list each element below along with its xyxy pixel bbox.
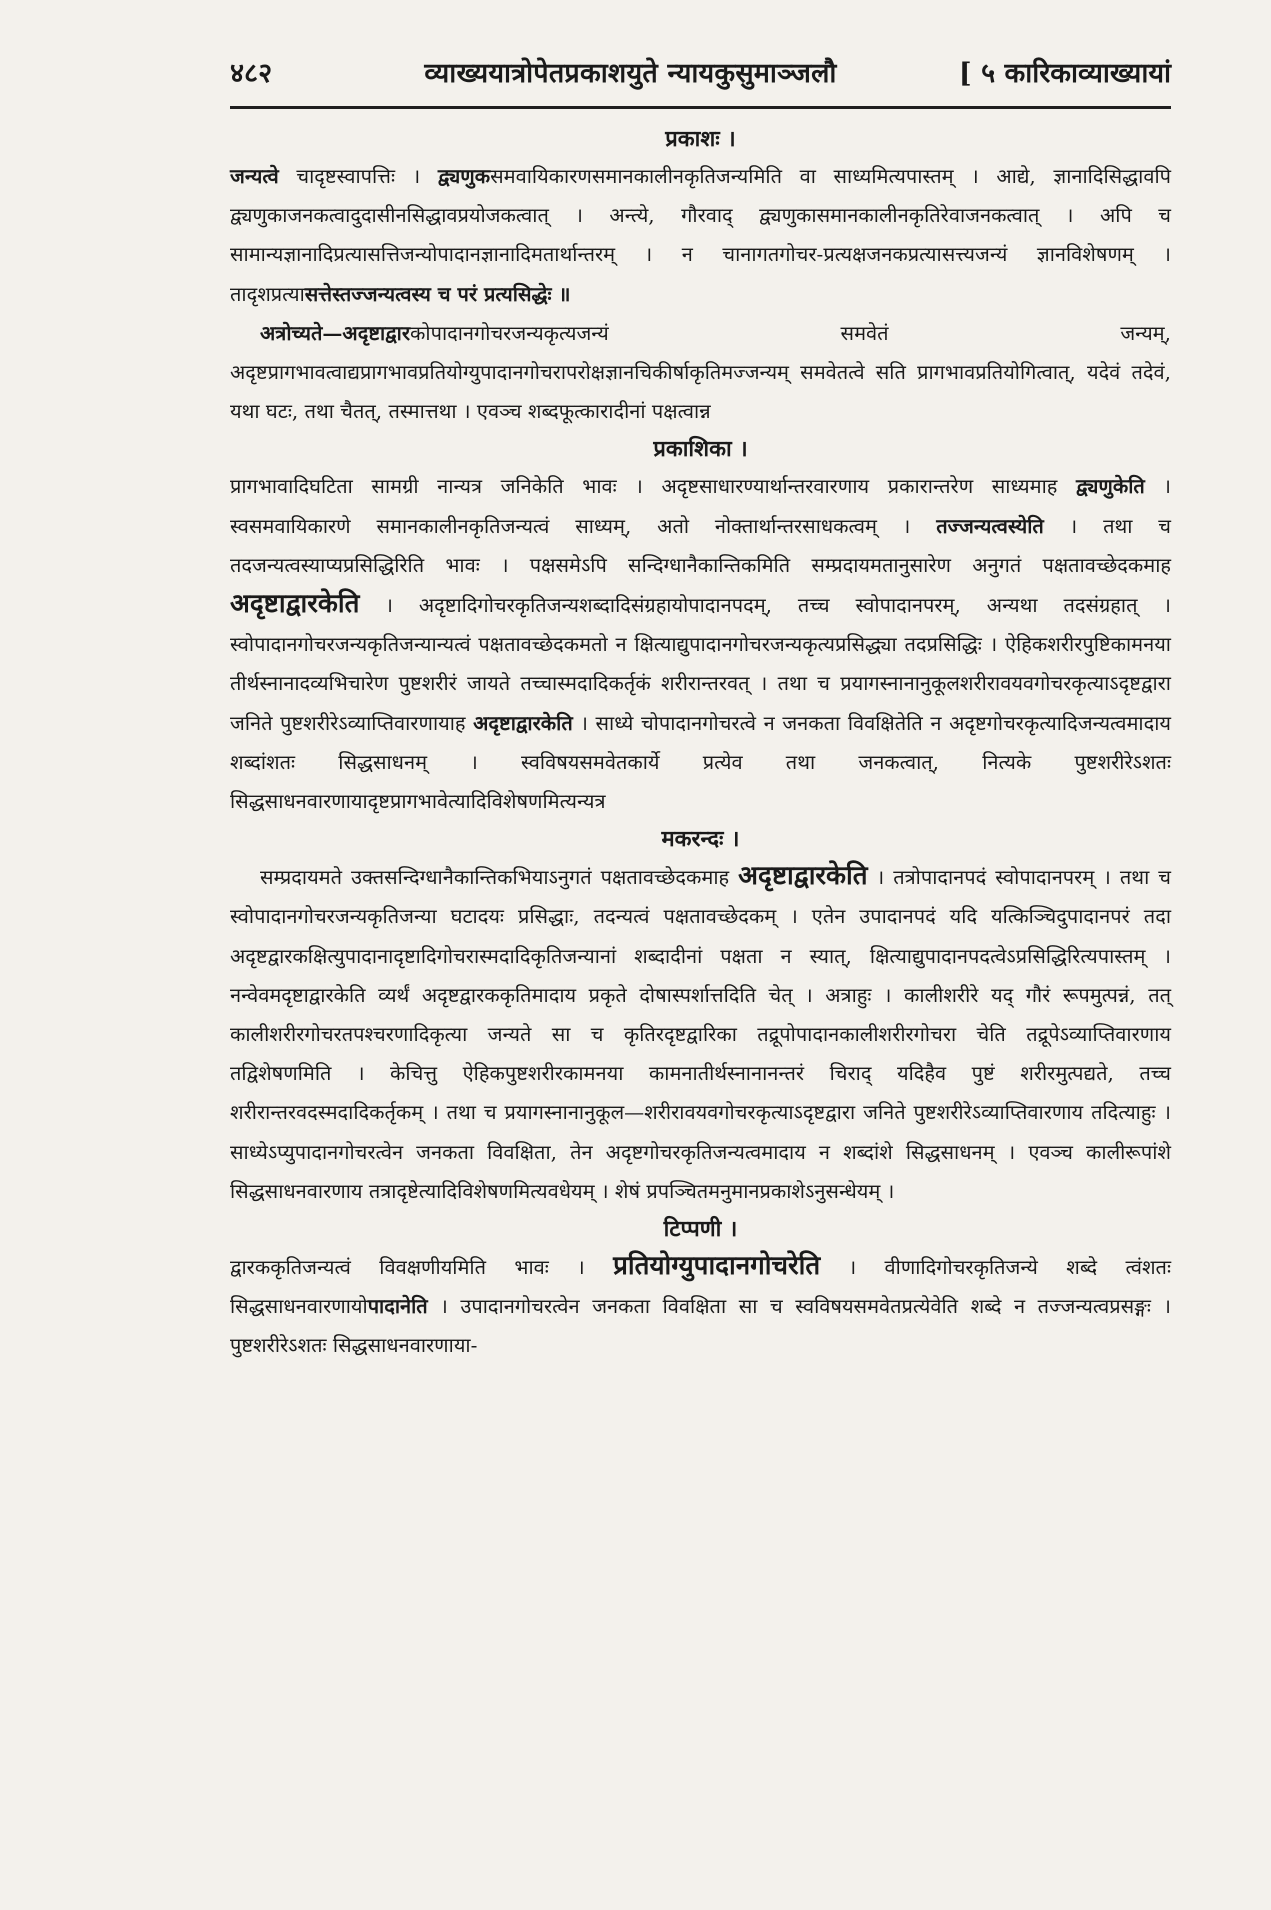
header-rule xyxy=(230,106,1171,109)
prakasha-paragraph-1 xyxy=(230,157,1171,314)
makaranda-paragraph xyxy=(230,857,1171,1211)
prakasha-p1-bold2: सत्तेस्तज्जन्यत्वस्य च परं प्रत्यसिद्धेः ॥ xyxy=(304,281,571,306)
prakashika-text-3: । तथा च तदजन्यत्वस्याप्यप्रसिद्धिरिति भावः । पक्षसमेऽपि सन्दिग्धानैकान्तिकमिति सम्प्रदायमतानुसारेण अनुगतं पक्षतावच्छेदकमाह xyxy=(230,513,1171,577)
prakasha-p1-bold1: द्व्यणुक xyxy=(437,164,491,188)
tippani-paragraph xyxy=(230,1247,1171,1366)
prakashika-text-2: । स्वसमवायिकारणे समानकालीनकृतिजन्यत्वं साध्यम्, अतो नोक्तार्थान्तरसाधकत्वम् । xyxy=(230,474,1172,538)
prakasha-p2-text: कोपादानगोचरजन्यकृत्यजन्यं समवेतं जन्यम्, अदृष्टप्रागभावत्वाद्यप्रागभावप्रतियोग्युपादानगोचरापरोक्षज्ञानचिकीर्षाकृतिमज्जन्यम् समवेतत्वे सति प्रागभावप्रतियोगित्वात्, यदेवं तदेवं, यथा घटः, तथा चैतत्, तस्मात्तथा । एवञ्च शब्दफूत्कारादीनां पक्षत्वान्न xyxy=(230,320,1171,424)
running-title: व्याख्ययात्रोपेतप्रकाशयुते न्यायकुसुमाञ्जलौ xyxy=(424,58,837,89)
prakashika-bold-1: द्व्यणुकेति xyxy=(1075,474,1145,499)
page-number: ४८२ xyxy=(230,58,273,89)
makaranda-big-1: अदृष्टाद्वारकेति xyxy=(738,861,868,892)
makaranda-heading: मकरन्दः । xyxy=(661,826,740,853)
makaranda-text-2: । तत्रोपादानपदं स्वोपादानपरम् । तथा च स्वोपादानगोचरजन्यकृतिजन्या घटादयः प्रसिद्धाः, तदन्यत्वं पक्षतावच्छेदकम् । एतेन उपादानपदं यदि यत्किञ्चिदुपादानपरं तदा अदृष्टद्वारकक्षित्युपादानादृष्टादिगोचरास्मदादिकृतिजन्यानां शब्दादीनां पक्षता न स्यात्, क्षित्याद्युपादानपदत्वेऽप्रसिद्धिरित्यपास्तम् । नन्वेवमदृष्टाद्वारकेति व्यर्थं अदृष्टद्वारककृतिमादाय प्रकृते दोषास्पर्शात्तदिति चेत् । अत्राहुः । कालीशरीरे यद् गौरं रूपमुत्पन्नं, तत् कालीशरीरगोचरतपश्चरणादिकृत्या जन्यते सा च कृतिरदृष्टद्वारिका तद्रूपोपादानकालीशरीरगोचरा चेति तद्रूपेऽव्याप्तिवारणाय तद्विशेषणमिति । केचित्तु ऐहिकपुष्टशरीरकामनया कामनातीर्थस्नानानन्तरं चिराद् यदिहैव पुष्टं शरीरमुत्पद्यते, तच्च शरीरान्तरवदस्मदादिकर्तृकम् । तथा च प्रयागस्नानानुकूल—शरीरावयवगोचरकृत्याऽदृष्टद्वारा जनिते पुष्टशरीरेऽव्याप्तिवारणाय तदित्याहुः । साध्येऽप्युपादानगोचरत्वेन जनकता विवक्षिता, तेन अदृष्टगोचरकृतिजन्यत्वमादाय न शब्दांशे सिद्धसाधनम् । एवञ्च कालीरूपांशे सिद्धसाधनवारणाय तत्रादृष्टेत्यादिविशेषणमित्यवधेयम् । शेषं प्रपञ्चितमनुमानप्रकाशेऽनुसन्धेयम् । xyxy=(230,865,1171,1203)
prakashika-big-1: अदृष्टाद्वारकेति xyxy=(230,589,360,620)
prakasha-p2-start: अत्रोच्यते—अदृष्टाद्वार xyxy=(260,320,411,345)
makaranda-text-1: सम्प्रदायमते उक्तसन्दिग्धानैकान्तिकभियाऽनुगतं पक्षतावच्छेदकमाह xyxy=(260,865,739,890)
prakasha-heading: प्रकाशः । xyxy=(665,126,736,152)
prakashika-text-1: प्रागभावादिघटिता सामग्री नान्यत्र जनिकेति भावः । अदृष्टसाधारण्यार्थान्तरवारणाय प्रकारान्तरेण साध्यमाह xyxy=(230,474,1076,499)
prakashika-bold-2: तज्जन्यत्वस्येति xyxy=(936,513,1044,538)
page-header xyxy=(230,54,1171,100)
prakasha-p1-start: जन्यत्वे xyxy=(230,164,279,188)
tippani-text-3: । उपादानगोचरत्वेन जनकता विवक्षिता सा च स्वविषयसमवेतप्रत्येवेति शब्दे न तज्जन्यत्वप्रसङ्गः । पुष्टशरीरेऽशतः सिद्धसाधनवारणाया- xyxy=(230,1294,1171,1358)
prakashika-heading: प्रकाशिका । xyxy=(653,436,748,463)
prakasha-paragraph-2 xyxy=(230,314,1171,432)
prakasha-p1-text2: समवायिकारणसमानकालीनकृतिजन्यमिति वा साध्यमित्यपास्तम् । आद्ये, ज्ञानादिसिद्धावपि द्व्यणुकाजनकत्वादुदासीनसिद्धावप्रयोजकत्वात् । अन्त्ये, गौरवाद् द्व्यणुकासमानकालीनकृतिरेवाजनकत्वात् । अपि च सामान्यज्ञानादिप्रत्यासत्तिजन्योपादानज्ञानादिमतार्थान्तरम् । न चानागतगोचर-प्रत्यक्षजनकप्रत्यासत्त्यजन्यं ज्ञानविशेषणम् । तादृशप्रत्या xyxy=(230,164,1171,306)
tippani-text-2: । वीणादिगोचरकृतिजन्ये शब्दे त्वंशतः सिद्धसाधनवारणायो xyxy=(230,1255,1171,1319)
prakashika-bold-3: अदृष्टाद्वारकेति xyxy=(473,710,573,735)
prakashika-text-4: । अदृष्टादिगोचरकृतिजन्यशब्दादिसंग्रहायोपादानपदम्, तच्च स्वोपादानपरम्, अन्यथा तदसंग्रहात् । स्वोपादानगोचरजन्यकृतिजन्यान्यत्वं पक्षतावच्छेदकमतो न क्षित्याद्युपादानगोचरजन्यकृत्यप्रसिद्ध्या तदप्रसिद्धिः । ऐहिकशरीरपुष्टिकामनया तीर्थस्नानादव्यभिचारेण पुष्टशरीरं जायते तच्चास्मदादिकर्तृकं शरीरान्तरवत् । तथा च प्रयागस्नानानुकूलशरीरावयवगोचरकृत्याऽदृष्टद्वारा जनिते पुष्टशरीरेऽव्याप्तिवारणायाह xyxy=(230,593,1171,735)
prakashika-paragraph xyxy=(230,467,1171,821)
tippani-big-1: प्रतियोग्युपादानगोचरेति xyxy=(613,1251,821,1282)
prakashika-text-5: । साध्ये चोपादानगोचरत्वे न जनकता विवक्षितेति न अदृष्टगोचरकृत्यादिजन्यत्वमादाय शब्दांशतः सिद्धसाधनम् । स्वविषयसमवेतकार्ये प्रत्येव तथा जनकत्वात्, नित्यके पुष्टशरीरेऽशतः सिद्धसाधनवारणायादृष्टप्रागभावेत्यादिविशेषणमित्यन्यत्र xyxy=(230,710,1172,814)
tippani-heading: टिप्पणी । xyxy=(663,1216,738,1243)
section-reference: [ ५ कारिकाव्याख्यायां xyxy=(958,58,1171,89)
tippani-bold-1: पादानेति xyxy=(367,1294,428,1319)
prakasha-p1-text: चादृष्टस्वापत्तिः । xyxy=(278,164,438,188)
tippani-text-1: द्वारककृतिजन्यत्वं विवक्षणीयमिति भावः । xyxy=(230,1255,614,1280)
